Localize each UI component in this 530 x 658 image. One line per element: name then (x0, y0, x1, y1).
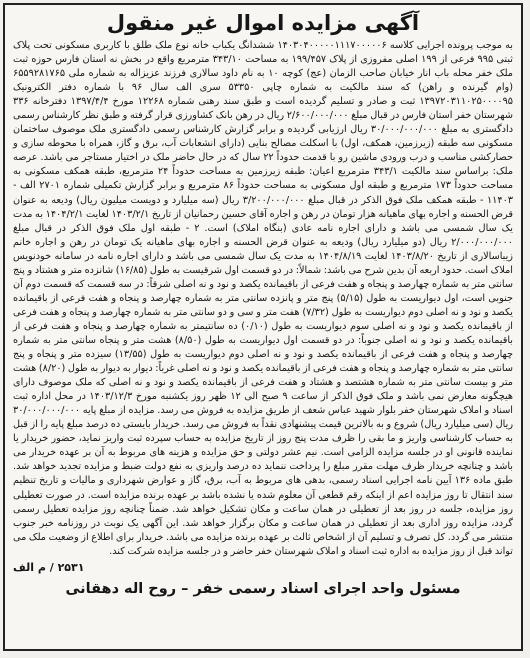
notice-title: آگهی مزایده اموال غیر منقول (106, 11, 420, 35)
auction-notice (3, 3, 523, 651)
notice-body: به موجب پرونده اجرایی کلاسه ۱۴۰۳۰۴۰۰۰۰۰۱۱۱۷۰۰۰۰۰۶ ششدانگ یکباب خانه نوع ملک طلق با کاربری مسکونی تحت پلاک ثبتی ۹۹۵ فرعی از ۱۹۹ اصلی مفروزی از پلاک ۱۹۹/۴۵۷ به مساحت ۳۴۳/۱۰ مترمربع واقع در بخش نه استان فارس حوزه ثبت ملک خفر محله باب انار خیابان صاحب الزمان (عج) کوچه ۱۰ به نام داود سالاری فرزند عزیزاله به شماره ملی ۶۵۵۹۲۸۱۷۶۵ (وام گیرنده و راهن) که سند مالکیت به شماره چاپی ۵۳۳۵۰ سری الف سال ۹۶ با شماره دفتر الکترونیک ۱۳۹۷۲۰۳۱۱۰۲۵۰۰۰۰۹۵ ثبت و صادر و تسلیم گردیده است و طبق سند رهنی شماره ۱۲۲۶۸ مورخ ۱۳۹۷/۴/۴ دفترخانه ۳۳۶ شهرستان خفر استان فارس در قبال مبلغ ۲/۶۰۰/۰۰۰/۰۰۰ ریال در رهن بانک کشاورزی قرار گرفته و طبق نظر کارشناس رسمی دادگستری به مبلغ ۳۰/۰۰۰/۰۰۰/۰۰۰ ریال ارزیابی گردیده و برابر گزارش کارشناس رسمی دادگستری ملک موصوف ساختمان مسکونی سه طبقه (زیرزمین، همکف، اول) با اسکلت مصالح بنایی (دارای انشعابات آب، برق و گاز، همراه با محوطه سازی و حصارکشی مناسب و درب ورودی ماشین رو با قدمت حدوداً ۲۲ سال که در حال حاضر ملک در اختیار مستاجر می باشد. عرصه ملک: براساس سند مالکیت ۳۴۳/۱ مترمربع اعیان: طبقه زیرزمین به مساحت حدوداً ۲۴ مترمربع، طبقه همکف مسکونی به مساحت حدوداً ۱۷۳ مترمربع و طبقه اول مسکونی به مساحت حدوداً ۸۶ مترمربع و برابر گزارش تکمیلی شماره ۲۷۰۱ الف - ۱۱۴۰۳ - طبقه همکف ملک فوق الذکر در قبال مبلغ ۳/۲۰۰/۰۰۰/۰۰۰ ریال (سه میلیارد و دویست میلیون ریال) ودیعه به عنوان قرض الحسنه و اجاره بهای ماهیانه هزار تومان در رهن و اجاره آقای حسین رحمانیان از تاریخ ۱۴۰۳/۲/۱ لغایت ۱۴۰۴/۲/۱ به مدت یک سال شمسی می باشد و دارای اجاره نامه عادی (بنگاه املاک) است. ۲ - طبقه اول ملک فوق الذکر در قبال مبلغ ۲/۰۰۰/۰۰۰/۰۰۰ ریال (دو میلیارد ریال) ودیعه به عنوان قرض الحسنه و اجاره بهای ماهیانه یک تومان در رهن و اجاره خانم زیباسالاری از تاریخ ۱۴۰۳/۸/۲۰ لغایت ۱۴۰۴/۸/۱۹ به مدت یک سال شمسی می باشد و دارای اجاره نامه در سامانه خودنویس املاک است. حدود اربعه آن بدین شرح می باشد: شمالاً: در دو قسمت اول شرقیست به طول (۱۶/۸۵) شانزده متر و هشتاد و پنج سانتی متر به شماره چهارصد و پنجاه و هفت فرعی از باقیمانده یکصد و نود و نه اصلی شرقاً: در سه قسمت که قسمت دوم آن جنوبی است، اول دیواریست به طول (۵/۱۵) پنج متر و پانزده سانتی متر به شماره چهارصد و پنجاه و هفت فرعی از باقیمانده یکصد و نود و نه اصلی دوم دیواریست به طول (۷/۳۲) هفت متر و سی و دو سانتی متر به شماره چهارصد و پنجاه و هفت فرعی از باقیمانده یکصد و نود و نه اصلی سوم دیواریست به طول (۰/۱۰) ده سانتیمتر به شماره چهارصد و پنجاه و هفت فرعی از باقیمانده یکصد و نود و نه اصلی جنوباً: در دو قسمت اول دیواریست به طول (۸/۵۰) هشت متر و پنجاه سانتی متر به شماره چهارصد و پنجاه و هفت فرعی از باقیمانده یکصد و نود و نه اصلی دوم دیواریست به طول (۱۳/۵۵) سیزده متر و پنجاه و پنج سانتی متر به شماره چهارصد و پنجاه و هفت فرعی از باقیمانده یکصد و نود و نه اصلی غرباً: دیوار به دیوار به طول (۸/۲۰) هشت متر و بیست سانتی متر به شماره هشتصد و هشتاد و هفت فرعی از باقیمانده یکصد و نود و نه اصلی که ملک موصوف دارای هیچگونه معارض نمی باشد و ملک فوق الذکر از ساعت ۹ صبح الی ۱۲ ظهر روز یکشنبه مورخ ۱۴۰۳/۱۲/۳ در محل اداره ثبت اسناد و املاک شهرستان خفر بلوار شهید عباس شعف از طریق مزایده به فروش می رسد. مزایده از مبلغ پایه ۳۰/۰۰۰/۰۰۰/۰۰۰ ریال (سی میلیارد ریال) شروع و به بالاترین قیمت پیشنهادی نقداً به فروش می رسد. خریدار بایستی ده درصد مبلغ پایه را از قبل به حساب کارشناسی واریز و ما بقی را ظرف مدت پنج روز از تاریخ مزایده به حساب سپرده ثبت واریز نماید، حضور خریدار یا نماینده قانونی او در جلسه مزایده الزامی است. نیم عشر دولتی و حق مزایده و هزینه های مربوط به آن بر عهده خریدار می باشد و چنانچه خریدار ظرف مهلت مقرر مبلغ را پرداخت ننماید ده درصد واریزی به نفع دولت ضبط و مزایده تجدید خواهد شد. طبق ماده ۱۳۶ آیین نامه اجرایی اسناد رسمی، بدهی های مربوط به آب، برق، گاز و عوارض شهرداری و مالیات و تاریخ تنظیم سند انتقال تا روز مزایده اعم از اینکه رقم قطعی آن معلوم شده یا نشده باشد بر عهده برنده مزایده است. در صورت تعطیلی روز مزایده، جلسه در روز بعد از تعطیلی در همان ساعت و مکان تشکیل خواهد شد. ضمناً چنانچه روز مزایده تعطیل رسمی گردد، مزایده روز اداری بعد از تعطیلی در همان ساعت و مکان برگزار خواهد شد. این آگهی یک نوبت در روزنامه خبر جنوب منتشر می گردد. کل تصرف و تسلیم آن از اشخاص ثالث بر عهده برنده مزایده می باشد. خریدار برای اطلاع از وضعیت ملک می تواند قبل از روز مزایده به اداره ثبت اسناد و املاک شهرستان خفر حاضر و در جلسه مزایده شرکت کند. (13, 40, 514, 557)
notice-code: ۲۵۳۱ / م الف (13, 560, 85, 574)
notice-signature: مسئول واحد اجرای اسناد رسمی خفر – روح اله دهقانی (65, 580, 461, 597)
